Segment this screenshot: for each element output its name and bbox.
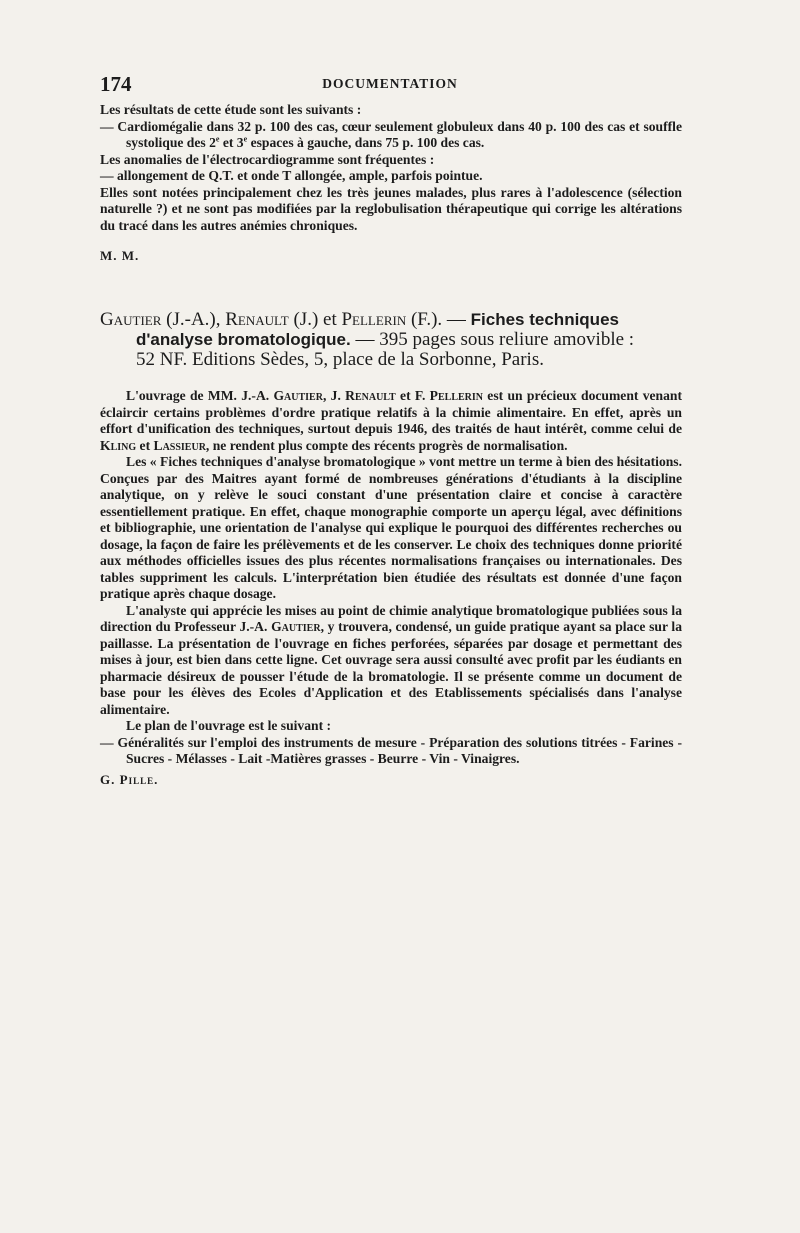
review-1-signature: M. M. — [100, 248, 140, 263]
author-name: Gautier — [100, 309, 162, 330]
review-1-line-2 — [100, 119, 682, 152]
review-2-heading — [100, 310, 710, 370]
person-name: Kling — [100, 437, 137, 453]
text: , y trouvera, condensé, un guide pratique ayant sa place sur la paillasse. La présentation de l'ouvrage en fiches perforées, séparées par dosage et permettant des mises à jour, est bien dans cette ligne. Cet ouvrage sera aussi consulté avec profit par les éudiants en pharmacie désireux de pousser l'étude de la bromatologie. Il se présente comme un document de base pour les élèves des Ecoles d'Application et des Etablissements spécialisés dans l'analyse alimentaire. — [100, 619, 682, 717]
person-name: Gautier — [273, 388, 323, 403]
review-1-line-1: Les résultats de cette étude sont les suivants : — [100, 102, 362, 117]
review-1-body — [100, 102, 682, 265]
running-head — [100, 72, 680, 96]
author-initials: (J.-A.), — [161, 309, 226, 330]
heading-line-2 — [100, 330, 710, 350]
review-2-paragraph-5: — Généralités sur l'emploi des instruments de mesure - Préparation des solutions titrées - Farines - Sucres - Mélasses - Lait -Matières grasses - Beurre - Vin - Vinaigres. — [100, 734, 682, 766]
review-1-line-5: Elles sont notées principalement chez les très jeunes malades, plus rares à l'adolescence (sélection naturelle ?) et ne sont pas modifiées par la reglobulisation thérapeutique qui corrige les altérations du tracé dans les autres anémies chroniques. — [100, 184, 682, 233]
review-2-paragraph-3 — [100, 603, 682, 719]
publisher-info: 52 NF. Editions Sèdes, 5, place de la Sorbonne, Paris. — [136, 349, 544, 370]
review-2-signature — [100, 772, 682, 789]
review-1-line-2-text: — Cardiomégalie dans 32 p. 100 des cas, cœur seulement globuleux dans 40 p. 100 des cas et souffle systolique des 2 — [100, 118, 682, 150]
author-initials: (F.). — — [406, 309, 471, 330]
review-1-line-2-mid: et 3 — [219, 135, 244, 150]
person-name: Pellerin — [429, 388, 483, 403]
superscript: e — [243, 134, 248, 144]
author-initials: (J.) et — [288, 309, 342, 330]
review-1-line-4: — allongement de Q.T. et onde T allongée, ample, parfois pointue. — [100, 168, 483, 183]
review-1-line-3: Les anomalies de l'électrocardiogramme sont fréquentes : — [100, 151, 435, 167]
review-2-body — [100, 388, 682, 788]
person-name: Gautier — [271, 619, 321, 634]
superscript: e — [215, 134, 220, 144]
text: est un précieux document venant éclaircir certains problèmes d'ordre pratique relatifs à la chimie alimentaire. En effet, après un effort d'unification des techniques, surtout depuis 1946, des traités de haut intérêt, comme celui de — [100, 388, 682, 436]
signature-initial: G. — [100, 771, 120, 787]
text: , ne rendent plus compte des récents progrès de normalisation. — [205, 437, 568, 453]
author-name: Pellerin — [341, 309, 407, 330]
publication-info: — 395 pages sous reliure amovible : — [350, 329, 635, 350]
section-title: DOCUMENTATION — [322, 76, 458, 91]
text: et — [136, 437, 154, 453]
review-2-paragraph-2: Les « Fiches techniques d'analyse bromatologique » vont mettre un terme à bien des hésitations. Conçues par des Maitres ayant formé de nombreuses générations d'étudiants à la discipline analytique, on y relève le souci constant d'une présentation claire et concise à caractère essentiellement pratique. En effet, chaque monographie comporte un aperçu légal, avec définitions et bibliographie, une orientation de l'analyse qui explique le pourquoi des différentes recherches ou dosage, la façon de faire les prélèvements et de les conserver. Le choix des techniques donne priorité aux méthodes officielles issues des plus récentes normalisations françaises ou internationales. Des tables suppriment les calculs. L'interprétation bien étudiée des résultats est donnée d'une façon pratique après chaque dosage. — [100, 454, 682, 601]
person-name: Renault — [345, 388, 396, 403]
text: et F. — [395, 388, 430, 403]
review-2-paragraph-4: Le plan de l'ouvrage est le suivant : — [126, 718, 332, 733]
text: L'analyste qui apprécie les mises au point de chimie analytique bromatologique publiées sous la direction du Professeur J.-A. — [100, 602, 682, 634]
review-1-line-2-end: espaces à gauche, dans 75 p. 100 des cas. — [247, 135, 485, 150]
author-name: Renault — [225, 309, 289, 330]
text: , J. — [322, 388, 346, 403]
review-2-paragraph-1 — [100, 388, 682, 454]
signature-name: Pille. — [119, 771, 159, 787]
book-title-part-1: Fiches techniques — [470, 310, 619, 329]
page-number: 174 — [100, 72, 132, 96]
person-name: Lassieur — [153, 437, 206, 453]
text: L'ouvrage de MM. J.-A. — [126, 388, 274, 403]
book-title-part-2: d'analyse bromatologique. — [136, 330, 351, 349]
